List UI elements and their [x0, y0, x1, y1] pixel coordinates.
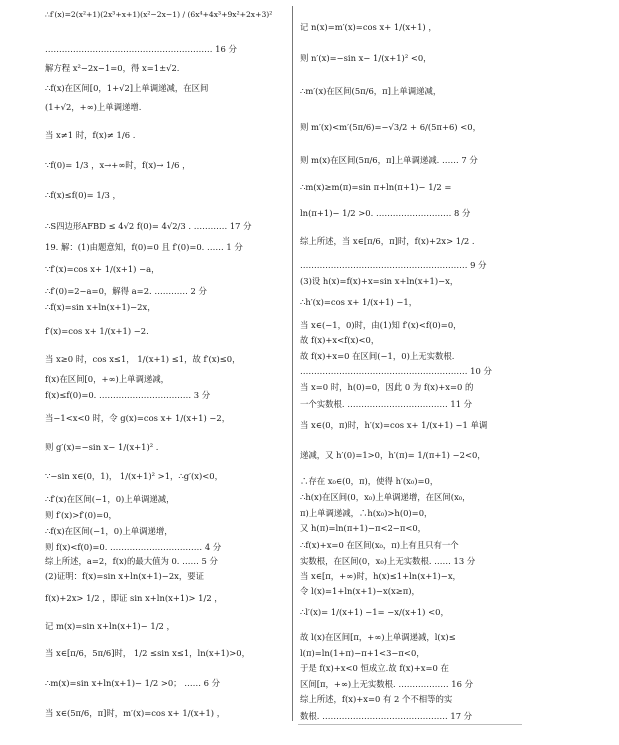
text-line: ∴f(x)=sin x+ln(x+1)−2x，: [45, 302, 156, 312]
text-line: f′(x)=cos x+ 1/(x+1) −2.: [45, 326, 149, 336]
text-line: 实数根，在区间(0，x₀)上无实数根. …… 13 分: [300, 556, 476, 566]
text-line: 故 f(x)+x<f(x)<0，: [300, 335, 380, 345]
text-line: 记 n(x)=m′(x)=cos x+ 1/(x+1) ，: [300, 22, 437, 32]
text-line: ∵−sin x∈(0，1)， 1/(x+1)² >1，∴g′(x)<0，: [45, 471, 223, 481]
text-line: ∴m(x)≥m(π)=sin π+ln(π+1)− 1/2 =: [300, 182, 452, 192]
text-line: 令 l(x)=1+ln(x+1)−x(x≥π)，: [300, 586, 420, 596]
text-line: ∴存在 x₀∈(0，π)，使得 h′(x₀)=0，: [300, 476, 439, 486]
text-line: 则 g′(x)=−sin x− 1/(x+1)² .: [45, 442, 159, 452]
text-line: 当 x∈[π/6，5π/6]时， 1/2 ≤sin x≤1，ln(x+1)>0，: [45, 648, 250, 658]
text-line: 则 m′(x)<m′(5π/6)=−√3/2 + 6/(5π+6) <0，: [300, 122, 481, 132]
text-line: ∴S四边形AFBD ≤ 4√2 f(0)= 4√2/3 . ………… 17 分: [45, 221, 252, 231]
text-line: 19. 解：(1)由题意知，f(0)=0 且 f′(0)=0. …… 1 分: [45, 242, 243, 252]
text-line: …………………………………………………… 16 分: [45, 44, 237, 54]
text-line: ∵f(0)= 1/3 ，x→+∞时，f(x)→ 1/6 ，: [45, 160, 191, 170]
text-line: ∴f′(x)在区间(−1，0)上单调递减，: [45, 494, 175, 504]
text-line: ∴m(x)=sin x+ln(x+1)− 1/2 >0； …… 6 分: [45, 678, 220, 688]
text-line: 数根. ……………………………………… 17 分: [300, 711, 473, 721]
text-line: ∴f(x)+x=0 在区间(x₀，π)上有且只有一个: [300, 540, 459, 550]
text-line: 则 f(x)<f(0)=0. …………………………… 4 分: [45, 542, 222, 552]
column-divider: [292, 6, 293, 721]
text-line: ∴f(x)在区间[0，1+√2]上单调递减，在区间: [45, 83, 209, 93]
text-line: 综上所述，当 x∈[π/6，π]时，f(x)+2x> 1/2 .: [300, 236, 475, 246]
text-line: ∴h′(x)=cos x+ 1/(x+1) −1，: [300, 297, 418, 307]
text-line: 当 x∈(−1，0)时，由(1)知 f′(x)<f(0)=0，: [300, 320, 462, 330]
text-line: ∴f′(x)=2(x²+1)(2x³+x+1)(x²−2x−1) / (6x⁴+4x³+9x²+2x+3)²: [45, 10, 273, 19]
text-line: 当 x∈(5π/6，π]时，m′(x)=cos x+ 1/(x+1) ，: [45, 708, 226, 718]
text-line: 当 x∈[π，+∞)时，h(x)≤1+ln(x+1)−x，: [300, 571, 461, 581]
text-line: 故 l(x)在区间[π，+∞)上单调递减，l(x)≤: [300, 632, 456, 642]
text-line: ∴h(x)在区间(0，x₀)上单调递增，在区间(x₀，: [300, 492, 471, 502]
text-line: 当 x≥0 时，cos x≤1， 1/(x+1) ≤1，故 f′(x)≤0，: [45, 354, 241, 364]
text-line: l(π)=ln(1+π)−π+1<3−π<0，: [300, 648, 425, 658]
bottom-rule: [298, 724, 522, 725]
text-line: (2)证明：f(x)=sin x+ln(x+1)−2x，要证: [45, 571, 205, 581]
text-line: 当−1<x<0 时，令 g(x)=cos x+ 1/(x+1) −2，: [45, 413, 231, 423]
text-line: 当 x≠1 时，f(x)≠ 1/6 .: [45, 130, 136, 140]
text-line: 当 x∈(0，π)时，h′(x)=cos x+ 1/(x+1) −1 单调: [300, 420, 488, 430]
text-line: 故 f(x)+x=0 在区间(−1，0)上无实数根.: [300, 351, 455, 361]
text-line: …………………………………………………… 10 分: [300, 366, 492, 376]
text-line: …………………………………………………… 9 分: [300, 260, 487, 270]
text-line: ∴l′(x)= 1/(x+1) −1= −x/(x+1) <0，: [300, 607, 449, 617]
text-line: 又 h(π)=ln(π+1)−π<2−π<0，: [300, 523, 427, 533]
text-line: ∴m′(x)在区间(5π/6，π]上单调递减，: [300, 86, 442, 96]
text-line: 一个实数根. ……………………………… 11 分: [300, 399, 473, 409]
text-line: 于是 f(x)+x<0 恒成立.故 f(x)+x=0 在: [300, 663, 449, 673]
text-line: 记 m(x)=sin x+ln(x+1)− 1/2 ，: [45, 621, 175, 631]
text-line: ln(π+1)− 1/2 >0. ……………………… 8 分: [300, 208, 471, 218]
text-line: ∴f′(0)=2−a=0，解得 a=2. ………… 2 分: [45, 286, 207, 296]
text-line: ∵f′(x)=cos x+ 1/(x+1) −a，: [45, 264, 160, 274]
text-line: 当 x=0 时，h(0)=0，因此 0 为 f(x)+x=0 的: [300, 382, 474, 392]
text-line: 则 m(x)在区间(5π/6，π]上单调递减. …… 7 分: [300, 155, 478, 165]
text-line: ∴f(x)≤f(0)= 1/3 ，: [45, 190, 121, 200]
text-line: 解方程 x²−2x−1=0，得 x=1±√2.: [45, 63, 180, 73]
text-line: π)上单调递减，∴h(x₀)>h(0)=0，: [300, 508, 433, 518]
text-line: 综上所述，f(x)+x=0 有 2 个不相等的实: [300, 694, 453, 704]
text-line: (1+√2，+∞)上单调递增.: [45, 102, 142, 112]
text-line: (3)设 h(x)=f(x)+x=sin x+ln(x+1)−x，: [300, 276, 459, 286]
text-line: 综上所述，a=2，f(x)的最大值为 0. …… 5 分: [45, 556, 218, 566]
text-line: f(x)在区间[0，+∞)上单调递减，: [45, 374, 169, 384]
text-line: 递减，又 h′(0)=1>0，h′(π)= 1/(π+1) −2<0，: [300, 450, 486, 460]
text-line: ∴f(x)在区间(−1，0)上单调递增，: [45, 526, 173, 536]
text-line: f(x)+2x> 1/2 ，即证 sin x+ln(x+1)> 1/2 ，: [45, 593, 223, 603]
text-line: 则 n′(x)=−sin x− 1/(x+1)² <0，: [300, 53, 432, 63]
text-line: f(x)≤f(0)=0. …………………………… 3 分: [45, 390, 211, 400]
text-line: 则 f′(x)>f′(0)=0，: [45, 510, 117, 520]
text-line: 区间[π，+∞)上无实数根. ……………… 16 分: [300, 679, 473, 689]
